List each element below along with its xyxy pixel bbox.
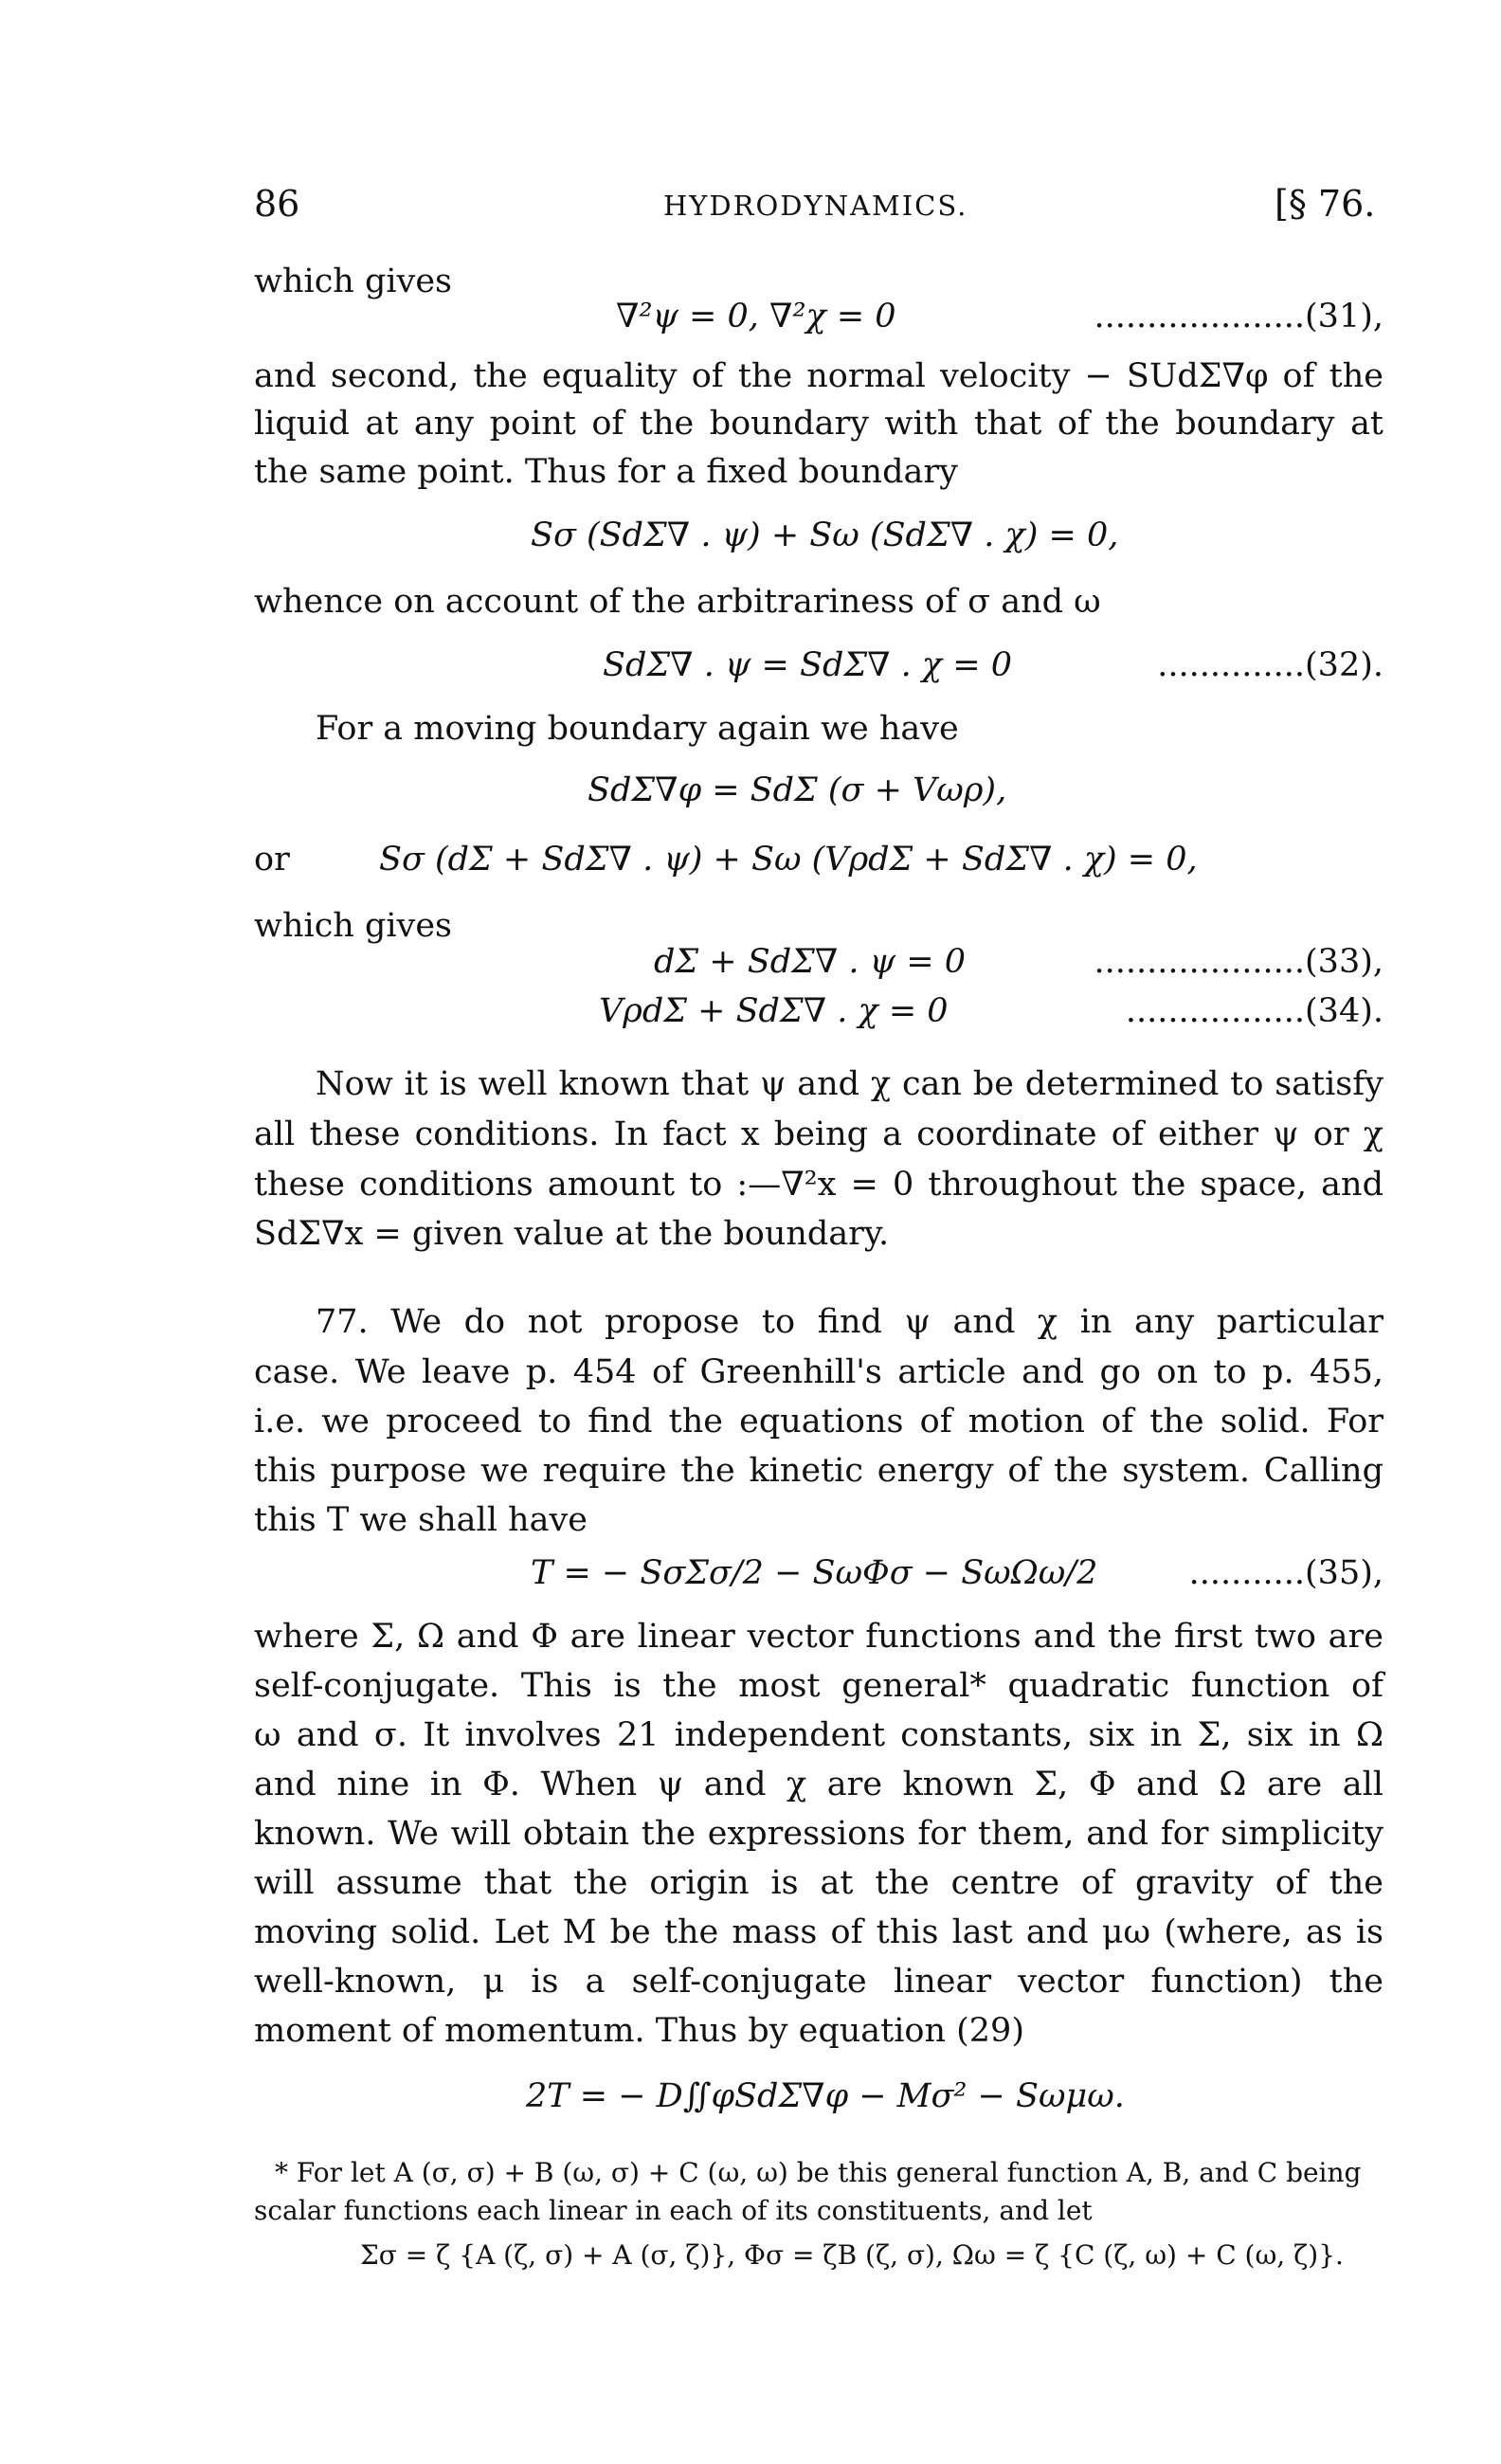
paragraph-77-line-1: 77. We do not propose to find ψ and χ in any particular [316, 1303, 1383, 1341]
paragraph-4-line-3: ω and σ. It involves 21 independent constants, six in Σ, six in Ω [254, 1716, 1383, 1754]
equation-or: Sσ (dΣ + SdΣ∇ . ψ) + Sω (VρdΣ + SdΣ∇ . χ) = 0, [379, 841, 1198, 879]
paragraph-2-line-3: these conditions amount to :—∇²x = 0 throughout the space, and [254, 1166, 1383, 1204]
section-number: [§ 76. [1275, 183, 1376, 225]
page-number: 86 [254, 183, 300, 225]
equation-fixed-boundary: Sσ (SdΣ∇ . ψ) + Sω (SdΣ∇ . χ) = 0, [531, 516, 1119, 554]
paragraph-2-line-2: all these conditions. In fact x being a coordinate of either ψ or χ [254, 1115, 1383, 1153]
text-which-gives-1: which gives [254, 263, 453, 300]
equation-33-number: ....................(33), [1094, 943, 1383, 981]
equation-34: VρdΣ + SdΣ∇ . χ = 0 [599, 992, 949, 1030]
paragraph-1-line-3: the same point. Thus for a fixed boundary [254, 453, 958, 491]
footnote-line-1: * For let A (σ, σ) + B (ω, σ) + C (ω, ω) be this general function A, B, and C being [275, 2157, 1362, 2188]
equation-31: ∇²ψ = 0, ∇²χ = 0 [616, 298, 896, 335]
paragraph-4-line-2: self-conjugate. This is the most general* quadratic function of [254, 1667, 1383, 1705]
paragraph-77-line-2: case. We leave p. 454 of Greenhill's article and go on to p. 455, [254, 1353, 1383, 1391]
equation-34-number: .................(34). [1125, 992, 1383, 1030]
equation-33: dΣ + SdΣ∇ . ψ = 0 [654, 943, 966, 981]
paragraph-4-line-9: moment of momentum. Thus by equation (29) [254, 2012, 1024, 2050]
text-moving-boundary: For a moving boundary again we have [316, 710, 959, 748]
paragraph-4-line-1: where Σ, Ω and Φ are linear vector functions and the first two are [254, 1618, 1383, 1656]
equation-moving-boundary: SdΣ∇φ = SdΣ (σ + Vωρ), [588, 771, 1007, 809]
paragraph-77-line-3: i.e. we proceed to find the equations of motion of the solid. For [254, 1403, 1383, 1440]
equation-32: SdΣ∇ . ψ = SdΣ∇ . χ = 0 [603, 646, 1012, 684]
equation-31-number: ....................(31), [1094, 298, 1383, 335]
paragraph-4-line-8: well-known, μ is a self-conjugate linear vector function) the [254, 1963, 1383, 2001]
paragraph-77-line-5: this T we shall have [254, 1501, 588, 1539]
paragraph-77-line-4: this purpose we require the kinetic energy of the system. Calling [254, 1452, 1383, 1490]
paragraph-1-line-1: and second, the equality of the normal velocity − SUdΣ∇φ of the [254, 357, 1383, 395]
paragraph-4-line-5: known. We will obtain the expressions for them, and for simplicity [254, 1815, 1383, 1853]
paragraph-2-line-1: Now it is well known that ψ and χ can be determined to satisfy [316, 1065, 1383, 1103]
text-which-gives-2: which gives [254, 907, 453, 945]
paragraph-4-line-7: moving solid. Let M be the mass of this last and μω (where, as is [254, 1913, 1383, 1951]
equation-35-number: ...........(35), [1188, 1554, 1383, 1592]
equation-35: T = − SσΣσ/2 − SωΦσ − SωΩω/2 [531, 1554, 1098, 1592]
running-title: HYDRODYNAMICS. [663, 190, 968, 222]
paragraph-1-line-2: liquid at any point of the boundary with that of the boundary at [254, 405, 1383, 443]
equation-32-number: ..............(32). [1157, 646, 1383, 684]
paragraph-4-line-6: will assume that the origin is at the centre of gravity of the [254, 1864, 1383, 1902]
text-whence: whence on account of the arbitrariness of σ and ω [254, 583, 1101, 621]
equation-kinetic-energy: 2T = − D∬φSdΣ∇φ − Mσ² − Sωμω. [526, 2077, 1125, 2115]
paragraph-2-line-4: SdΣ∇x = given value at the boundary. [254, 1215, 890, 1253]
text-or: or [254, 841, 290, 879]
footnote-line-2: scalar functions each linear in each of its constituents, and let [254, 2195, 1093, 2226]
footnote-line-3: Σσ = ζ {A (ζ, σ) + A (σ, ζ)}, Φσ = ζB (ζ, σ), Ωω = ζ {C (ζ, ω) + C (ω, ζ)}. [360, 2239, 1344, 2271]
paragraph-4-line-4: and nine in Φ. When ψ and χ are known Σ, Φ and Ω are all [254, 1766, 1383, 1803]
